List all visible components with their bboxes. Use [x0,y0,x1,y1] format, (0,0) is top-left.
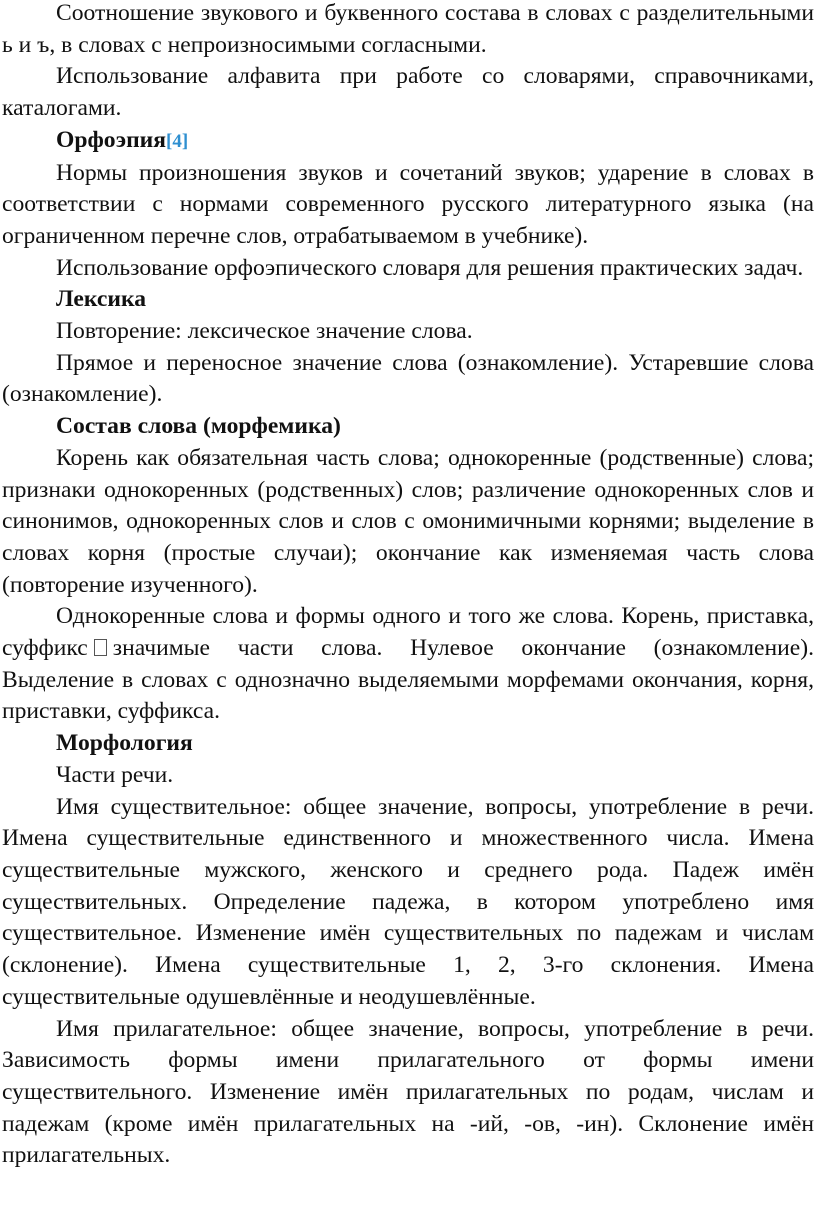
paragraph-parts-of-speech: Части речи. [56,761,174,788]
heading-lexicon: Лексика [56,286,146,313]
paragraph-noun: Имя существительное: общее значение, вопросы, употребление в речи. Имена существительные единственного и множественного числа. Имена существительные мужского, женского и среднего рода. Падеж имён существительных. Определение падежа, в котором употреблено имя существительное. Изменение имён существительных по падежам и числам (склонение). Имена существительные 1, 2, 3-го склонения. Имена существительные одушевлённые и неодушевлённые. [2,793,814,1010]
paragraph-pronunciation-norms: Нормы произношения звуков и сочетаний звуков; ударение в словах в соответствии с нормами современного русского литературного языка (на ограниченном перечне слов, отрабатываемом в учебнике). [2,159,814,249]
paragraph-alphabet: Использование алфавита при работе со словарями, справочниками, каталогами. [2,63,814,122]
paragraph-root: Корень как обязательная часть слова; однокоренные (родственные) слова; признаки однокоренных (родственных) слов; различение однокоренных слов и синонимов, однокоренных слов и слов с омонимичными корнями; выделение в словах корня (простые случаи); окончание как изменяемая часть слова (повторение изученного). [2,444,814,598]
paragraph-lexical-meaning: Повторение: лексическое значение слова. [56,318,473,345]
missing-glyph-icon [94,639,107,656]
paragraph-cognate-words [2,601,814,728]
heading-orthoepy-text: Орфоэпия [56,126,167,153]
paragraph-sound-letter: Соотношение звукового и буквенного состава в словах с разделительными ь и ъ, в словах с непроизносимыми согласными. [2,0,814,58]
paragraph-direct-figurative: Прямое и переносное значение слова (ознакомление). Устаревшие слова (ознакомление). [2,349,814,408]
paragraph-orthoepic-dictionary: Использование орфоэпического словаря для решения практических задач. [56,254,804,281]
paragraph-cognate-words-start: Однокоренные слова и формы одного и того же слова. Корень, приставка, суффикс [2,603,814,662]
paragraph-cognate-words-end: значимые части слова. Нулевое окончание (ознакомление). Выделение в словах с однозначно выделяемыми морфемами окончания, корня, приставки, суффикса. [2,635,814,725]
heading-morphemics: Состав слова (морфемика) [56,413,341,440]
paragraph-adjective: Имя прилагательное: общее значение, вопросы, употребление в речи. Зависимость формы имени прилагательного от формы имени существительного. Изменение имён прилагательных по родам, числам и падежам (кроме имён прилагательных на -ий, -ов, -ин). Склонение имён прилагательных. [2,1015,814,1169]
heading-orthoepy [2,125,814,158]
footnote-link[interactable]: [4] [166,130,189,152]
heading-morphology: Морфология [56,730,193,757]
